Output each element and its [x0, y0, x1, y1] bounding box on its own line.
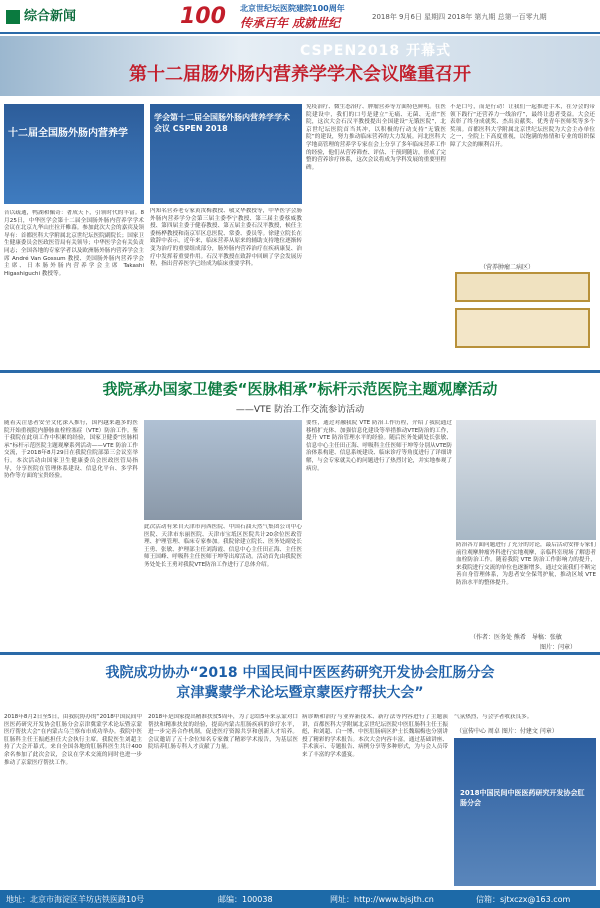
article2-col2: 此次活动有来自天津市河西医院、中国石油天然气集团公司中心医院、天津市东丽医院、天津市宝坻区医院共计20余位医政管理、护理管理、临床专家参加。我院徐建立院长、医务处副处长王勇、张敏、护理部主任刘海霞、信息中心主任田正海、主任医师王国峰、呼吸科主任医师于坤等出席活动。活动首先由我院医务处处长王勇对我院VTE防治工作进行了总体介绍。 [144, 524, 302, 568]
article2-subhead: ——VTE 防治工作交流参访活动 [235, 405, 365, 415]
photo2-screen-text: 学会第十二届全国肠外肠内营养学学术会议 CSPEN 2018 [154, 113, 290, 133]
article1-photo-speaker [150, 104, 302, 204]
article3-photo [454, 738, 596, 886]
footer-postcode: 邮编：100038 [218, 895, 273, 904]
article2-headline: 我院承办国家卫健委“医脉相承”标杆示范医院主题观摩活动 [102, 380, 498, 398]
article3-photo-text: 2018中国民间中医医药研究开发协会肛肠分会 [460, 789, 585, 807]
footer [0, 890, 600, 908]
footer-website[interactable]: 网址：http://www.bjsjth.cn [330, 895, 434, 904]
article3-col2: 2018年是国家提出精准扶贫5周年，为了总结5年来京蒙对口帮扶和精准扶贫的经验，提高内蒙古肛肠疾病的诊疗水平，进一步完善合作机制，促进医疗资源共享和创新人才培养。会议邀请了五十余位知名专家做了精彩学术报告，为基层医院培养肛肠专科人才贡献了力量。 [148, 714, 298, 751]
article1-col4: 不是口号，而是行动！让我们一起推进手术，在分会的带领下践行“还营养力一线治疗”，最终让患者受益。大会还表彰了终身成就奖、杰出贡献奖、优秀青年医师奖等多个奖项。首都医科大学附属北京世纪坛医院为大会主办单位之一，全院上下高度重视，以饱满的热情和专业的组织保障了大会的顺利召开。 [450, 104, 595, 148]
article2-photo-meeting [144, 420, 302, 520]
section-title: 综合新闻 [4, 6, 82, 28]
footer-address: 地址：北京市海淀区羊坊店铁医路10号 [6, 895, 145, 904]
article2-photo-ward [456, 420, 596, 540]
article2-col4: 防治各方面问题进行了充分的讨论，最后活动安排专家们前往观摩肿瘤外科进行实地观摩，亲临科室现场了解患者血栓防治工作。随着我院 VTE 防治工作影响力的提升，来我院进行交流的单位也逐渐增多，通过交流我们不断完善自身管理体系，为患者安全保驾护航，推动区域 VTE 防治水平的整体提升。 [456, 542, 596, 586]
article3-credit: （宣传中心 周卓 图片：付建文 闫章） [456, 728, 558, 735]
article2-photo-credit: 图片：闫章） [540, 644, 577, 651]
article1-col2: 内知名营养老专家黄汝梅教授、敬文华教授等，中华医学会肠外肠内营养学分会第三届主委李宁教授、第三届主委蔡威教授、第四届主委于健春教授、第五届主委石汉平教授，候任主委杨桦教授和南京军区总医院、常委、委员等。徐建立院长在致辞中表示，近年来，临床营养从原来的辅助支持地位逐渐转变为治疗的重要组成部分，肠外肠内营养治疗在疾病康复、治疗中发挥着重要作用。石汉平教授在致辞中回顾了学会发展历程，指出营养医学已经成为临床重要学科。 [150, 208, 302, 268]
masthead [0, 0, 600, 34]
article1-photo-stage [4, 104, 144, 204]
photo1-screen-text: 十二届全国肠外肠内营养学 [8, 128, 128, 139]
divider [0, 370, 600, 373]
article1-col3: 免疫治疗、微生态治疗、肿瘤营养等方面特色鲜明。在医院建设中，我们的口号是建立“无痛、无菌、无虐”医院，这次大会石汉平教授提出全国建设“无饿医院”，北京世纪坛医院首当其冲，以积极的行动支持“无饿医院”的建设，努力推动临床营养的大力发展。河北医科大学地高管理的营养学专家在会上分享了多年临床营养工作的经验，他们从营养筛查、评估、干预到随访，形成了完整的营养诊疗体系，这次会议将成为学科发展的重要里程碑。 [306, 104, 446, 171]
logo-number: 100 [180, 4, 226, 29]
article2-col3: 要性，通过对融我院 VTE 防治工作历程，介绍了我院通过移植扩充体、加强信息化建设等举措推动VTE防治的工作，提升 VTE 防治管理水平的经验。随后医务处副处长张敏、信息中心主任田正海、呼吸科主任医师于坤等分别从VTE防治体系构建、信息系统建设、临床诊疗等角度进行了详细讲解，与会专家就关心的问题进行了热烈讨论，并实地参观了病房。 [306, 420, 452, 472]
article2-col1: 随着关注患者安全文化深入推行，国内越来越多的医院开始重视院内静脉血栓栓塞症（VTE）防治工作。鉴于我院在此项工作中积累的经验，国家卫健委“医脉相承”标杆示范医院主题观摩系列活动——VTE 防治工作交流，于2018年8月29日在我院住院部第三会议室举行。本次活动由国家卫生健康委员会医政医管局指导，分享医院在管理体系建设、信息化平台、多学科协作等方面的宝贵经验。 [4, 420, 138, 480]
article3-headline-line2: 京津冀蒙学术论坛暨京蒙医疗帮扶大会” [176, 685, 424, 701]
article2-author: （作者：医务处 熊希 导稿：张敏 [470, 634, 562, 641]
divider [0, 652, 600, 655]
article3-headline-line1: 我院成功协办“2018 中国民间中医医药研究开发协会肛肠分会 [105, 665, 495, 681]
award-certificate-2 [455, 308, 590, 348]
article3-col1: 2018年8月2日至5日，由我院协办的“2018中国民间中医医药研究开发协会肛肠分会京津冀蒙学术论坛暨京蒙医疗帮扶大会”在内蒙古乌兰察布市成功举办。我院中医肛肠科主任王振彪担任大会执行主席。我院医生刘超主持了大会开幕式。来自全国各地的肛肠科医生共计400余名参加了此次会议，会议在学术交流的同时也进一步推动了京蒙医疗帮扶工作。 [4, 714, 142, 766]
award-certificate-1 [455, 272, 590, 302]
article1-col1: 昔以疏通，鸭湖和佩奇：著成天下，引领时代的丰富。8月25日，中华医学会第十二届全国肠外肠内营养学学术会议在北京九华山庄拉开帷幕。参加此次大会的嘉宾及领导有：首都医科大学附属北京世纪坛医院副院长；国家卫生健康委员会医政医管局有关领导；中华医学会有关负责同志；全国各地的专家学者以及欧洲肠外肠内营养学会主席 André Van Gossum 教授、美国肠外肠内营养学会主席、日本肠外肠内营养学会主席 Takashi Higashiguchi 教授等。 [4, 210, 144, 277]
article3-col3: 病诊断和治疗与业界新技术、新疗法等内容进行了主题演讲，首都医科大学附属北京世纪坛医院中医肛肠科主任王振彪，和刘超、白一博、中医肛肠病区护士长魏瑞梅也分别讲授了精彩的学术报告。本次大会内容丰富，通过基础讲座、手术演示、专题报告、病例分享等多种形式，为与会人员带来了丰富的学术盛宴。 [302, 714, 448, 758]
logo-line2: 传承百年 成就世纪 [240, 16, 341, 30]
footer-email[interactable]: 信箱：sjtxczx@163.com [476, 895, 571, 904]
award-caption: （营养肿瘤二病区） [480, 264, 535, 271]
issue-date: 2018年 9月6日 星期四 2018年 第九期 总第一百零九期 [372, 13, 547, 21]
article3-col4: 气氛热烈，与会学者收获良多。 [454, 714, 533, 720]
logo-line1: 北京世纪坛医院建院100周年 [240, 4, 345, 13]
banner-text: CSPEN2018 开幕式 [300, 43, 451, 59]
article1-headline: 第十二届肠外肠内营养学学术会议隆重召开 [129, 64, 471, 85]
